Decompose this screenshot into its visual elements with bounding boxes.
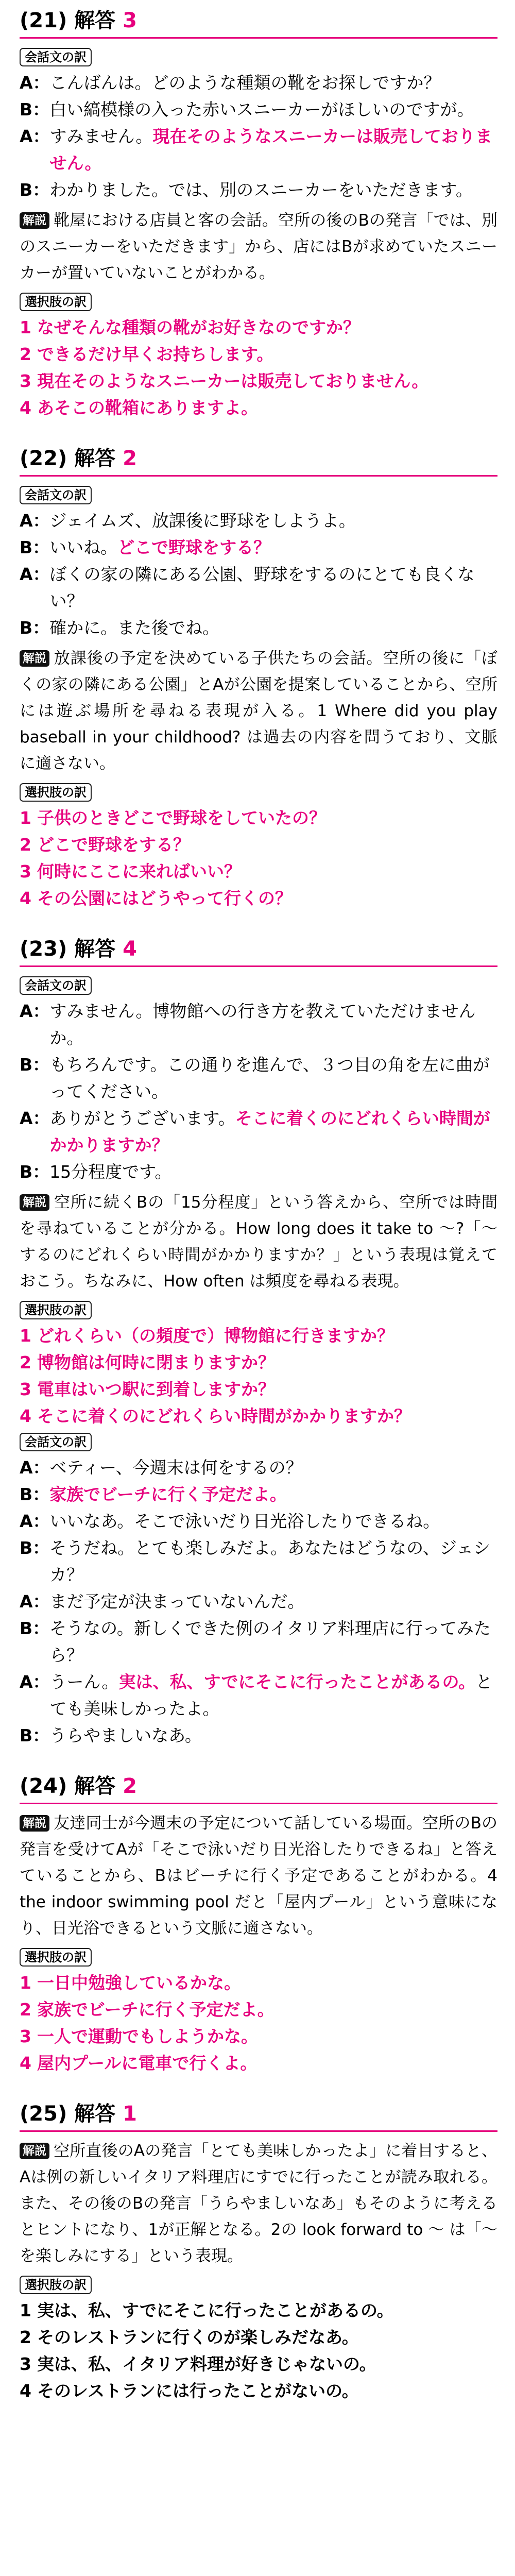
line-text: 確かに。また後でね。	[49, 618, 220, 638]
dialogue-line	[20, 1615, 497, 1669]
option-text: 子供のときどこで野球をしていたの？	[37, 808, 326, 828]
explanation-text: 靴屋における店員と客の会話。空所の後のBの発言「では、別のスニーカーをいただきます」から、店にはBが求めていたスニーカーが置いていないことがわかる。	[20, 211, 497, 282]
line-text: もちろんです。この通りを進んで、３つ目の角を左に曲がってください。	[49, 1055, 490, 1101]
option-text: 電車はいつ駅に到着しますか？	[37, 1379, 275, 1399]
dialogue-line	[20, 998, 497, 1052]
explanation-tag: 解説	[20, 650, 49, 667]
option-number: 3	[20, 371, 31, 391]
option-item	[20, 341, 497, 368]
explanation-text: 空所直後のAの発言「とても美味しかったよ」に着目すると、Aは例の新しいイタリア料理店にすでに行ったことが読み取れる。また、その後のBの発言「うらやましいなあ」もそのように考えるとヒントになり、1が正解となる。2の look forward to ～ は「～を楽しみにする」という表現。	[20, 2142, 497, 2265]
option-text: どこで野球をする？	[37, 835, 190, 855]
line-text: まだ予定が決まっていないんだ。	[49, 1591, 305, 1612]
options-translation-tag: 選択肢の訳	[20, 2276, 92, 2294]
speaker: B：	[20, 1725, 50, 1745]
option-item	[20, 1376, 497, 1403]
option-item	[20, 885, 497, 912]
answer-label: 解答	[74, 9, 116, 32]
option-item	[20, 1403, 497, 1430]
line-text: わかりました。では、別のスニーカーをいただきます。	[49, 180, 473, 200]
line-plain: ありがとうございます。	[49, 1108, 235, 1128]
option-text: どれくらい（の頻度で）博物館に行きますか？	[37, 1326, 394, 1346]
option-text: できるだけ早くお持ちします。	[37, 344, 274, 364]
line-plain: すみません。	[49, 126, 153, 146]
option-item	[20, 314, 497, 341]
speaker: B：	[20, 1484, 50, 1504]
option-item	[20, 832, 497, 858]
answer-number: 2	[123, 447, 137, 470]
explanation-text: 空所に続くBの「15分程度」という答えから、空所では時間を尋ねていることが分かる。How long does it take to ～?「～するのにどれくらい時間がかかりますか？」という表現は覚えておこう。ちなみに、How often は頻度を尋ねる表現。	[20, 1193, 497, 1291]
dialogue-line	[20, 561, 497, 615]
dialogue-line	[20, 507, 497, 534]
option-number: 4	[20, 1406, 31, 1426]
speaker: B：	[20, 618, 50, 638]
line-text: うらやましいなあ。	[49, 1725, 202, 1745]
answer-number: 4	[123, 937, 137, 961]
option-number: 2	[20, 2327, 31, 2347]
question-24	[20, 1773, 497, 2077]
dialogue-line	[20, 1481, 497, 1508]
option-item	[20, 2297, 497, 2324]
highlighted-answer: 家族でビーチに行く予定だよ。	[49, 1484, 287, 1504]
dialogue-line	[20, 70, 497, 96]
options-translation-tag: 選択肢の訳	[20, 1301, 92, 1319]
line-plain: いいね。	[49, 537, 118, 557]
line-text: ぼくの家の隣にある公園、野球をするのにとても良くない？	[49, 564, 475, 611]
option-item	[20, 1970, 497, 1996]
question-number: (22)	[20, 447, 67, 470]
option-text: そのレストランに行くのが楽しみだなあ。	[37, 2327, 359, 2347]
explanation	[20, 2138, 497, 2269]
question-25	[20, 2100, 497, 2404]
option-item	[20, 2324, 497, 2351]
speaker: A：	[20, 1511, 50, 1531]
option-text: なぜそんな種類の靴がお好きなのですか？	[37, 317, 360, 337]
line-text	[50, 1105, 497, 1159]
option-number: 4	[20, 2381, 31, 2401]
line-plain: うーん。	[49, 1672, 119, 1692]
question-heading	[20, 7, 497, 39]
options-translation-tag: 選択肢の訳	[20, 1948, 92, 1967]
speaker: B：	[20, 99, 50, 120]
line-text	[49, 1481, 497, 1508]
option-number: 3	[20, 2026, 31, 2046]
line-text: 白い縞模様の入った赤いスニーカーがほしいのですが。	[49, 99, 474, 120]
dialogue-line	[20, 1722, 497, 1749]
question-number: (21)	[20, 9, 67, 32]
highlighted-answer: そこに着くのにどれくらい時間がかかりますか？	[49, 1108, 490, 1155]
explanation-text: 友達同士が今週末の予定について話している場面。空所のBの発言を受けてAが「そこで泳いだり日光浴したりできるね」と答えていることから、Bはビーチに行く予定であることがわかる。4 the indoor swimming pool だと「屋内プール」という意味になり、日光浴できるという文脈に適さない。	[20, 1814, 497, 1938]
dialogue-line	[20, 1588, 497, 1615]
option-number: 2	[20, 1352, 31, 1372]
line-text	[50, 123, 497, 177]
answer-number: 1	[123, 2102, 137, 2126]
option-number: 4	[20, 888, 31, 908]
dialogue-line	[20, 177, 497, 204]
dialogue-line	[20, 1159, 497, 1185]
highlighted-answer: 現在そのようなスニーカーは販売しておりません。	[49, 126, 492, 173]
option-number: 2	[20, 835, 31, 855]
highlighted-answer: 実は、私、すでにそこに行ったことがあるの。	[118, 1672, 476, 1692]
option-text: 実は、私、すでにそこに行ったことがあるの。	[37, 2300, 394, 2320]
option-item	[20, 368, 497, 395]
question-number: (23)	[20, 937, 67, 961]
option-text: あそこの靴箱にありますよ。	[37, 398, 258, 418]
options-translation-tag: 選択肢の訳	[20, 293, 92, 311]
option-text: そこに着くのにどれくらい時間がかかりますか？	[37, 1406, 411, 1426]
explanation	[20, 646, 497, 777]
option-number: 1	[20, 2300, 31, 2320]
explanation-tag: 解説	[20, 1815, 49, 1832]
speaker: B：	[20, 1618, 50, 1638]
speaker: B：	[20, 1538, 50, 1558]
dialogue-line	[20, 123, 497, 177]
answer-number: 3	[123, 9, 137, 32]
line-text	[49, 534, 497, 561]
dialogue-line	[20, 534, 497, 561]
line-text: いいなあ。そこで泳いだり日光浴したりできるね。	[49, 1511, 440, 1531]
question-number: (24)	[20, 1774, 67, 1798]
speaker: A：	[20, 564, 50, 584]
option-text: その公園にはどうやって行くの？	[37, 888, 292, 908]
line-text: すみません。博物館への行き方を教えていただけませんか。	[49, 1001, 476, 1048]
option-text: 屋内プールに電車で行くよ。	[37, 2053, 258, 2073]
option-item	[20, 1323, 497, 1349]
option-number: 3	[20, 1379, 31, 1399]
option-item	[20, 858, 497, 885]
line-text: そうなの。新しくできた例のイタリア料理店に行ってみたら？	[49, 1618, 491, 1665]
speaker: A：	[20, 1672, 50, 1692]
highlighted-answer: どこで野球をする？	[117, 537, 271, 557]
dialogue-translation-tag: 会話文の訳	[20, 48, 92, 66]
explanation-tag: 解説	[20, 2143, 49, 2159]
question-heading	[20, 445, 497, 477]
option-number: 3	[20, 2354, 31, 2374]
option-text: 一日中勉強しているかな。	[37, 1973, 241, 1993]
speaker: B：	[20, 1162, 50, 1182]
option-text: 一人で運動でもしようかな。	[37, 2026, 258, 2046]
line-text: ベティー、今週末は何をするの？	[49, 1458, 303, 1478]
dialogue-line	[20, 1454, 497, 1481]
speaker: A：	[20, 511, 50, 531]
question-heading	[20, 2100, 497, 2132]
options-translation-tag: 選択肢の訳	[20, 783, 92, 802]
option-number: 1	[20, 317, 31, 337]
dialogue-translation-tag: 会話文の訳	[20, 486, 92, 504]
question-heading	[20, 936, 497, 967]
speaker: A：	[20, 1458, 50, 1478]
explanation	[20, 1190, 497, 1295]
explanation-tag: 解説	[20, 1194, 49, 1211]
speaker: B：	[20, 180, 50, 200]
speaker: A：	[20, 1591, 50, 1612]
option-number: 1	[20, 808, 31, 828]
option-text: そのレストランには行ったことがないの。	[37, 2381, 359, 2401]
option-number: 4	[20, 398, 31, 418]
option-item	[20, 2050, 497, 2077]
explanation-tag: 解説	[20, 212, 49, 229]
speaker: B：	[20, 1055, 50, 1075]
dialogue-line	[20, 1105, 497, 1159]
option-text: 実は、私、イタリア料理が好きじゃないの。	[37, 2354, 376, 2374]
speaker: A：	[20, 126, 50, 146]
explanation-text: 放課後の予定を決めている子供たちの会話。空所の後に「ぼくの家の隣にある公園」とAが公園を提案していることから、空所には遊ぶ場所を尋ねる表現が入る。1 Where did you play baseball in your childhood? は過去の内容を問うており、文脈に適さない。	[20, 649, 497, 773]
explanation	[20, 1810, 497, 1942]
speaker: A：	[20, 73, 50, 93]
question-heading	[20, 1773, 497, 1804]
answer-label: 解答	[74, 1774, 116, 1798]
line-text: 15分程度です。	[49, 1162, 172, 1182]
answer-number: 2	[123, 1774, 137, 1798]
option-number: 2	[20, 344, 31, 364]
option-item	[20, 1996, 497, 2023]
answer-label: 解答	[74, 937, 116, 961]
option-text: 家族でビーチに行く予定だよ。	[37, 1999, 274, 2020]
question-23	[20, 936, 497, 1749]
option-number: 1	[20, 1973, 31, 1993]
question-number: (25)	[20, 2102, 67, 2126]
option-number: 1	[20, 1326, 31, 1346]
option-number: 2	[20, 1999, 31, 2020]
dialogue-translation-tag: 会話文の訳	[20, 976, 92, 995]
line-text: そうだね。とても楽しみだよ。あなたはどうなの、ジェシカ？	[49, 1538, 491, 1585]
dialogue-line	[20, 1052, 497, 1105]
option-item	[20, 2378, 497, 2404]
option-text: 博物館は何時に閉まりますか？	[37, 1352, 275, 1372]
question-21	[20, 7, 497, 421]
explanation	[20, 208, 497, 286]
speaker: A：	[20, 1108, 50, 1128]
option-text: 現在そのようなスニーカーは販売しておりません。	[37, 371, 429, 391]
option-item	[20, 1349, 497, 1376]
line-plain-after: とても美味しかったよ。	[49, 1672, 493, 1719]
dialogue-line	[20, 1535, 497, 1588]
option-item	[20, 805, 497, 832]
speaker: A：	[20, 1001, 50, 1021]
speaker: B：	[20, 537, 50, 557]
option-number: 3	[20, 861, 31, 882]
option-item	[20, 2023, 497, 2050]
answer-label: 解答	[74, 447, 116, 470]
option-text: 何時にここに来ればいい？	[37, 861, 241, 882]
line-text	[50, 1669, 497, 1722]
option-number: 4	[20, 2053, 31, 2073]
dialogue-line	[20, 1669, 497, 1722]
dialogue-translation-tag: 会話文の訳	[20, 1433, 92, 1451]
option-item	[20, 395, 497, 421]
line-text: こんばんは。どのような種類の靴をお探しですか？	[49, 73, 441, 93]
dialogue-line	[20, 1508, 497, 1535]
question-22	[20, 445, 497, 912]
option-item	[20, 2351, 497, 2378]
answer-label: 解答	[74, 2102, 116, 2126]
line-text: ジェイムズ、放課後に野球をしようよ。	[49, 511, 356, 531]
dialogue-line	[20, 615, 497, 641]
dialogue-line	[20, 96, 497, 123]
